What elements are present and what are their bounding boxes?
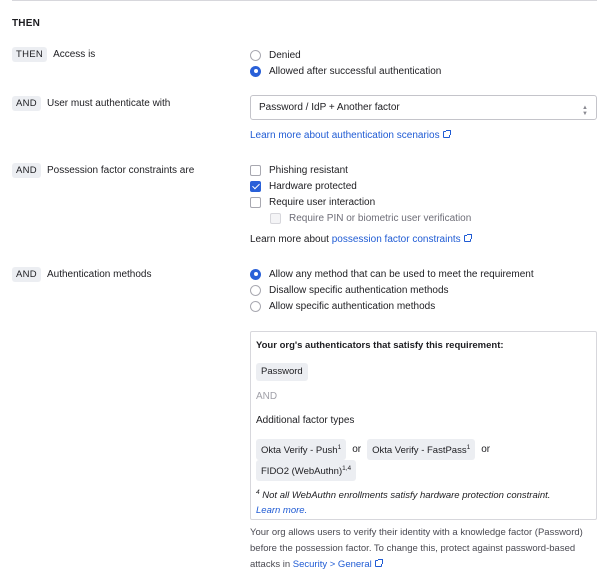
note-learn-more-row (256, 505, 307, 516)
keyword-badge: AND (12, 96, 41, 111)
factor-row-1 (256, 439, 496, 460)
option-label: Phishing resistant (269, 164, 348, 176)
select-value: Password / IdP + Another factor (259, 102, 400, 113)
footer-help-text (250, 525, 600, 573)
option-label: Disallow specific authentication methods (269, 284, 449, 296)
radio-button[interactable] (250, 66, 261, 77)
rule-authenticate-condition (12, 96, 170, 111)
possession-option-phishing-resistant[interactable] (250, 162, 471, 178)
access-option-allowed[interactable] (250, 63, 441, 79)
learn-prefix: Learn more about (250, 234, 329, 245)
rule-possession-condition (12, 163, 194, 178)
option-label: Allowed after successful authentication (269, 65, 442, 77)
option-label: Denied (269, 49, 301, 61)
additional-factor-label: Additional factor types (256, 415, 355, 426)
or-label: or (352, 444, 362, 456)
top-divider (12, 0, 597, 1)
option-label: Allow any method that can be used to meet the requirement (269, 268, 534, 280)
radio-button[interactable] (250, 50, 261, 61)
external-link-icon (443, 131, 450, 138)
footer-text: Your org allows users to verify their identity with a knowledge factor (Password) before the possession factor. To change this, protect against password-based attacks in (250, 527, 583, 570)
radio-button[interactable] (250, 269, 261, 280)
factor-chip-okta-verify-push: Okta Verify - Push$^1$ (256, 439, 346, 460)
radio-button[interactable] (250, 285, 261, 296)
authenticator-chip-password: Password (256, 363, 308, 381)
factor-chip-fido2: FIDO2 (WebAuthn)$^{1,4}$ (256, 460, 356, 481)
checkbox[interactable] (250, 197, 261, 208)
checkbox-disabled (270, 213, 281, 224)
rule-access-condition (12, 47, 95, 62)
authenticators-panel (250, 331, 597, 520)
external-link-icon (464, 235, 471, 242)
possession-learn-row (250, 234, 471, 245)
or-label: or (481, 444, 491, 456)
access-radio-group (250, 47, 441, 79)
security-general-link[interactable]: Security > General (292, 559, 372, 570)
rule-label: Authentication methods (46, 269, 152, 280)
note-learn-more-link[interactable]: Learn more. (256, 505, 308, 516)
section-title: THEN (12, 18, 41, 29)
external-link-icon (375, 560, 382, 567)
option-label: Require PIN or biometric user verification (289, 212, 472, 224)
option-label: Hardware protected (269, 180, 357, 192)
possession-option-hardware-protected[interactable] (250, 178, 471, 194)
rule-label: User must authenticate with (46, 98, 171, 109)
auth-scenarios-link[interactable]: Learn more about authentication scenarios (250, 130, 440, 141)
caret-updown-icon: ▲ ▼ (582, 105, 588, 117)
access-option-denied[interactable] (250, 47, 441, 63)
keyword-badge: AND (12, 163, 41, 178)
keyword-badge: THEN (12, 47, 47, 62)
authenticate-with-select[interactable] (250, 95, 597, 120)
methods-option-allow-specific[interactable] (250, 298, 534, 314)
option-label: Allow specific authentication methods (269, 300, 436, 312)
checkbox[interactable] (250, 165, 261, 176)
keyword-badge: AND (12, 267, 41, 282)
possession-checkbox-group (250, 162, 471, 226)
webauthn-note: $^4$ Not all WebAuthn enrollments satisfy hardware protection constraint. (256, 489, 551, 502)
rule-methods-condition (12, 267, 151, 282)
possession-constraints-link[interactable]: possession factor constraints (331, 234, 461, 245)
possession-sub-option-pin (250, 210, 471, 226)
auth-scenarios-link-row (250, 130, 450, 141)
possession-option-user-interaction[interactable] (250, 194, 471, 210)
methods-option-any[interactable] (250, 266, 534, 282)
panel-title: Your org's authenticators that satisfy this requirement: (256, 340, 504, 351)
rule-label: Access is (53, 49, 96, 60)
methods-radio-group (250, 266, 534, 314)
and-separator: AND (256, 391, 278, 402)
radio-button[interactable] (250, 301, 261, 312)
factor-chip-okta-verify-fastpass: Okta Verify - FastPass$^1$ (367, 439, 475, 460)
rule-label: Possession factor constraints are (46, 165, 195, 176)
checkbox[interactable] (250, 181, 261, 192)
factor-row-2 (256, 460, 356, 481)
option-label: Require user interaction (269, 196, 376, 208)
methods-option-disallow[interactable] (250, 282, 534, 298)
